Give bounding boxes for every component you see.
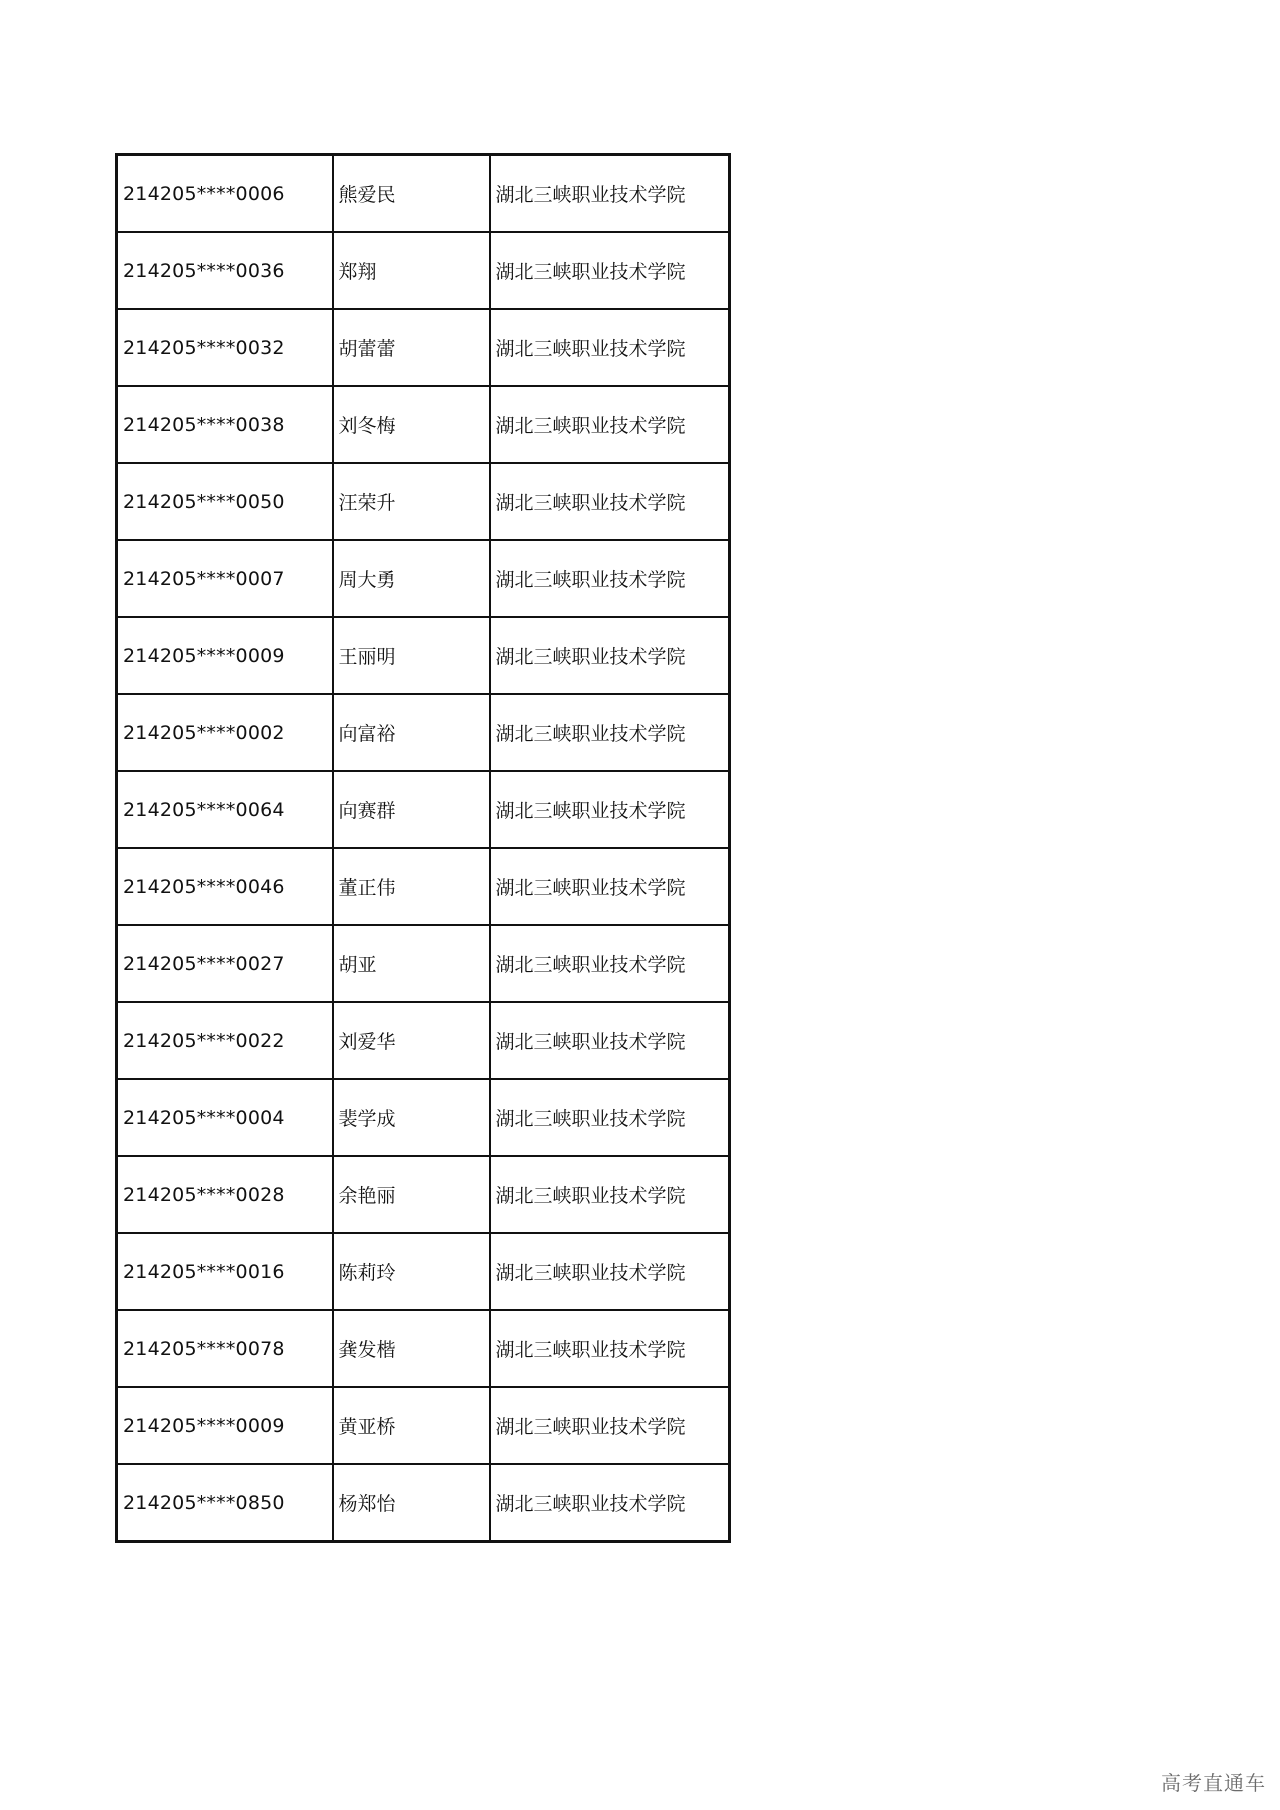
candidate-id-cell: 214205****0022: [117, 1002, 333, 1079]
school-name-cell: 湖北三峡职业技术学院: [490, 309, 730, 386]
candidate-name-cell: 余艳丽: [333, 1156, 490, 1233]
candidate-id-cell: 214205****0038: [117, 386, 333, 463]
table-row: [117, 1464, 730, 1542]
candidate-name-cell: 周大勇: [333, 540, 490, 617]
table-row: [117, 386, 730, 463]
table-row: [117, 617, 730, 694]
school-name-cell: 湖北三峡职业技术学院: [490, 1464, 730, 1542]
candidate-id-cell: 214205****0032: [117, 309, 333, 386]
candidate-id-cell: 214205****0078: [117, 1310, 333, 1387]
school-name-cell: 湖北三峡职业技术学院: [490, 386, 730, 463]
table-row: [117, 1079, 730, 1156]
candidate-name-cell: 王丽明: [333, 617, 490, 694]
table-row: [117, 540, 730, 617]
roster-table-body: [117, 155, 730, 1542]
table-row: [117, 1310, 730, 1387]
candidate-id-cell: 214205****0006: [117, 155, 333, 233]
candidate-id-cell: 214205****0046: [117, 848, 333, 925]
candidate-name-cell: 龚发楷: [333, 1310, 490, 1387]
candidate-id-cell: 214205****0009: [117, 1387, 333, 1464]
candidate-id-cell: 214205****0064: [117, 771, 333, 848]
candidate-id-cell: 214205****0036: [117, 232, 333, 309]
school-name-cell: 湖北三峡职业技术学院: [490, 1002, 730, 1079]
candidate-name-cell: 刘冬梅: [333, 386, 490, 463]
candidate-name-cell: 刘爱华: [333, 1002, 490, 1079]
candidate-name-cell: 郑翔: [333, 232, 490, 309]
school-name-cell: 湖北三峡职业技术学院: [490, 694, 730, 771]
candidate-name-cell: 向富裕: [333, 694, 490, 771]
table-row: [117, 309, 730, 386]
candidate-id-cell: 214205****0028: [117, 1156, 333, 1233]
table-row: [117, 848, 730, 925]
school-name-cell: 湖北三峡职业技术学院: [490, 540, 730, 617]
watermark: 高考直通车: [1161, 1771, 1266, 1795]
school-name-cell: 湖北三峡职业技术学院: [490, 1387, 730, 1464]
table-row: [117, 925, 730, 1002]
candidate-id-cell: 214205****0027: [117, 925, 333, 1002]
school-name-cell: 湖北三峡职业技术学院: [490, 771, 730, 848]
table-row: [117, 463, 730, 540]
candidate-name-cell: 向赛群: [333, 771, 490, 848]
candidate-name-cell: 杨郑怡: [333, 1464, 490, 1542]
school-name-cell: 湖北三峡职业技术学院: [490, 1310, 730, 1387]
candidate-id-cell: 214205****0002: [117, 694, 333, 771]
table-row: [117, 771, 730, 848]
candidate-name-cell: 胡亚: [333, 925, 490, 1002]
candidate-id-cell: 214205****0850: [117, 1464, 333, 1542]
candidate-id-cell: 214205****0009: [117, 617, 333, 694]
candidate-id-cell: 214205****0016: [117, 1233, 333, 1310]
table-row: [117, 1233, 730, 1310]
candidate-name-cell: 胡蕾蕾: [333, 309, 490, 386]
candidate-name-cell: 董正伟: [333, 848, 490, 925]
candidate-name-cell: 陈莉玲: [333, 1233, 490, 1310]
candidate-id-cell: 214205****0050: [117, 463, 333, 540]
table-row: [117, 1002, 730, 1079]
candidate-id-cell: 214205****0007: [117, 540, 333, 617]
table-row: [117, 1387, 730, 1464]
candidate-name-cell: 汪荣升: [333, 463, 490, 540]
school-name-cell: 湖北三峡职业技术学院: [490, 1079, 730, 1156]
school-name-cell: 湖北三峡职业技术学院: [490, 848, 730, 925]
candidate-name-cell: 熊爱民: [333, 155, 490, 233]
table-row: [117, 155, 730, 233]
school-name-cell: 湖北三峡职业技术学院: [490, 463, 730, 540]
school-name-cell: 湖北三峡职业技术学院: [490, 232, 730, 309]
table-row: [117, 1156, 730, 1233]
candidate-name-cell: 黄亚桥: [333, 1387, 490, 1464]
candidate-id-cell: 214205****0004: [117, 1079, 333, 1156]
school-name-cell: 湖北三峡职业技术学院: [490, 1233, 730, 1310]
school-name-cell: 湖北三峡职业技术学院: [490, 925, 730, 1002]
school-name-cell: 湖北三峡职业技术学院: [490, 1156, 730, 1233]
school-name-cell: 湖北三峡职业技术学院: [490, 617, 730, 694]
roster-table: [115, 153, 731, 1543]
table-row: [117, 694, 730, 771]
school-name-cell: 湖北三峡职业技术学院: [490, 155, 730, 233]
candidate-name-cell: 裴学成: [333, 1079, 490, 1156]
table-row: [117, 232, 730, 309]
